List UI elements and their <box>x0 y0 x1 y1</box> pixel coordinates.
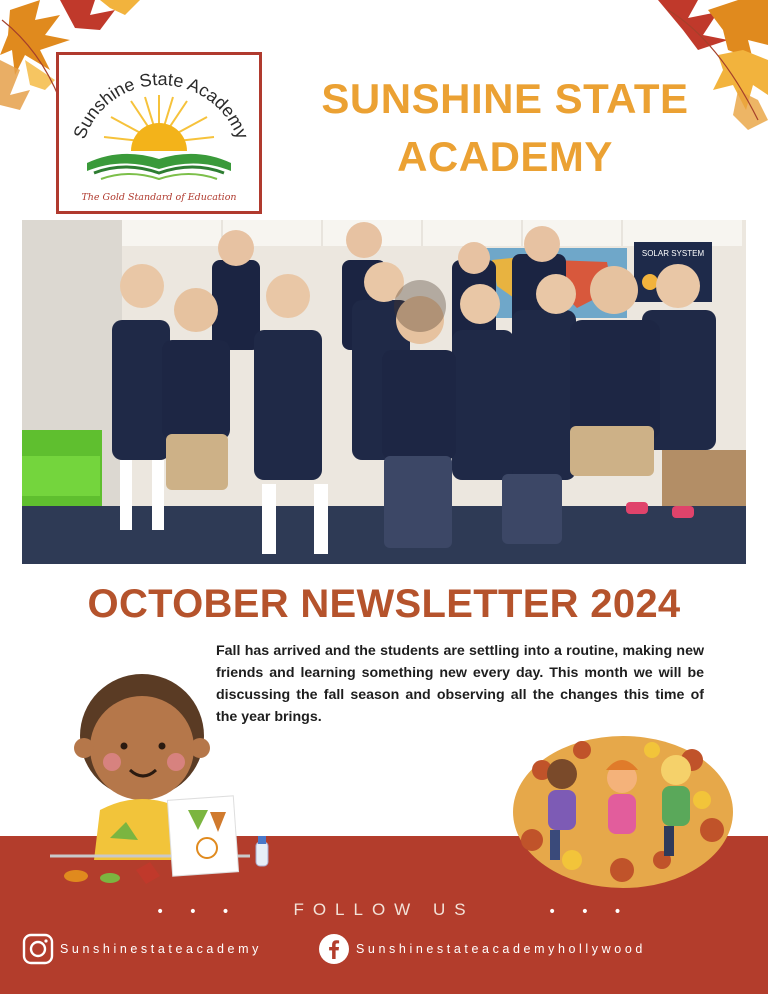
facebook-handle: Sunshinestateacademyhollywood <box>356 942 646 956</box>
logo-tagline: The Gold Standard of Education <box>81 192 237 203</box>
logo-graphic <box>59 55 259 211</box>
sun-icon <box>131 123 187 151</box>
school-logo <box>56 52 262 214</box>
follow-us-label: FOLLOW US <box>293 900 475 919</box>
instagram-icon <box>22 933 54 965</box>
school-title-line-1: SUNSHINE STATE <box>321 75 689 122</box>
kids-in-leaves-illustration <box>512 730 734 890</box>
school-title-line-2: ACADEMY <box>397 133 613 180</box>
facebook-link[interactable] <box>318 932 646 966</box>
facebook-icon <box>318 933 350 965</box>
newsletter-heading: OCTOBER NEWSLETTER 2024 <box>87 582 681 626</box>
decorative-dots-right: • • • <box>548 904 632 920</box>
poster-title: SOLAR SYSTEM <box>641 249 705 258</box>
newsletter-intro: Fall has arrived and the students are settling into a routine, making new friends and learning something new every day. This month we will be discussing the fall season and observing all the changes this time of the year brings. <box>216 643 704 725</box>
school-title <box>270 70 740 186</box>
logo-arc-text: Sunshine State Academy <box>69 68 253 142</box>
class-photo <box>22 220 746 564</box>
decorative-dots-left: • • • <box>156 904 240 920</box>
instagram-handle: Sunshinestateacademy <box>60 942 262 956</box>
instagram-link[interactable] <box>22 932 262 966</box>
boy-with-leaf-art-illustration <box>50 670 280 890</box>
